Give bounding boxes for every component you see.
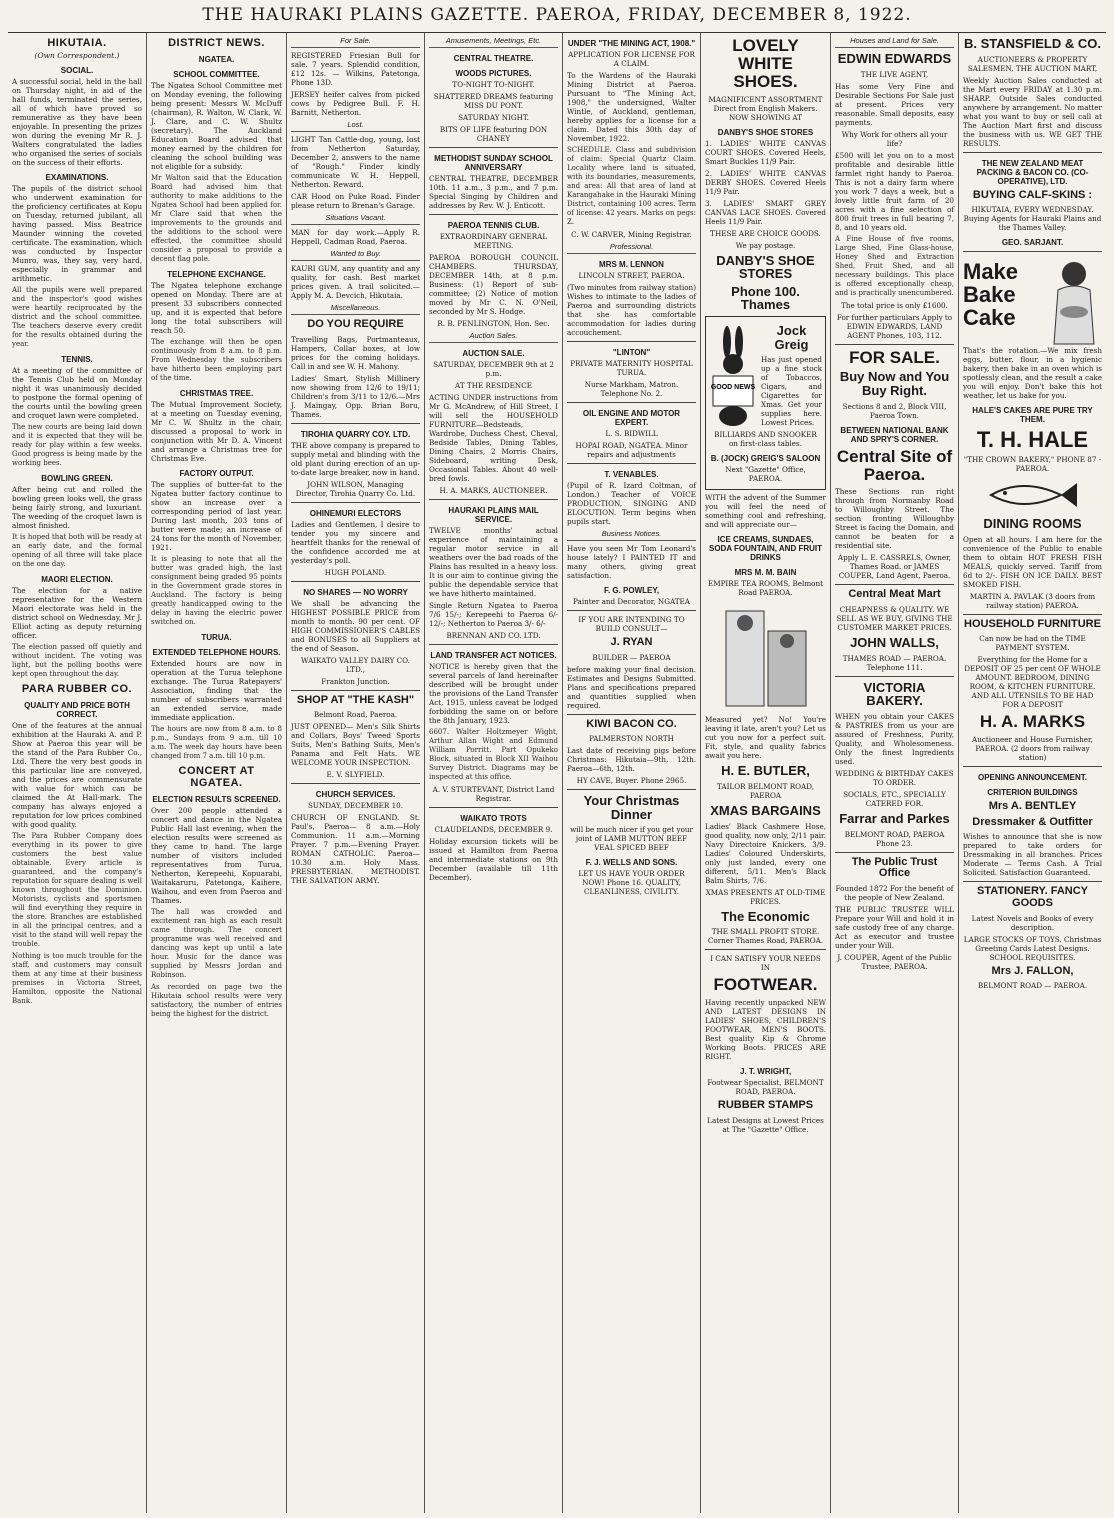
oil-engine-text: HOPAI ROAD, NGATEA. Minor repairs and adjustments (575, 441, 688, 459)
xmas-bargains-heading: XMAS BARGAINS (710, 803, 821, 819)
business-text: Have you seen Mr Tom Leonard's house lately? I PAINTED IT and many others, giving great satisfaction. (567, 544, 696, 580)
telephone-text: The Ngatea telephone exchange opened on Monday. There are at present 33 subscribers connected up, and it is expected that before long the total subscribers will reach 50. (151, 281, 282, 335)
christmas-dinner-text: will be much nicer if you get your joint of LAMB MUTTON BEEF VEAL SPICED BEEF (570, 825, 693, 853)
lennon-text: (Two minutes from railway station) Wishes to intimate to the ladies of Paeroa and surrounding districts that she has comfortable accommodation for ladies during accouchement. (567, 283, 696, 337)
classified-heifer: JERSEY heifer calves from picked cows by Pedigree Bull. F. H. Barnitt, Netherton. (291, 90, 420, 117)
mining-act-cont: SCHEDULE. Class and subdivision of claim: Special Quartz Claim. Locality where land is situated, with its boundaries, measurements, and area: All that area of land at Karangahake in the Hauraki Mining District, containing 100 acres. Term of license: 42 years. Marks on pegs: Z. (567, 146, 696, 226)
lost-heading: Lost. (291, 120, 420, 132)
wells-name: F. J. WELLS AND SONS. (585, 858, 678, 868)
bentley-name: Mrs A. BENTLEY (988, 800, 1077, 813)
calf-skins-text: HIKUTAIA, EVERY WEDNESDAY. Buying Agents for Hauraki Plains and the Thames Valley. (963, 205, 1102, 233)
para-rubber-text-cont: The Para Rubber Company does everything in its power to give customers the best value obtainable. Every article is guaranteed, and the company's reputation for square dealing is well known throughout the Dominion. Motorists, cyclists and sportsmen will find everything they require in the store. Branches are established in all the principal centres, and a visit to the stand will well repay the trouble. (12, 832, 142, 948)
victoria-bakery-heading: VICTORIA BAKERY. (863, 679, 926, 709)
auction-at: AT THE RESIDENCE (455, 381, 532, 390)
bowling-text: After being cut and rolled the bowling green looks well, the grass being fairly strong, and luxuriant. The weeding of the croquet lawn is almost finished. (12, 485, 142, 530)
quarry-heading: TIROHIA QUARRY COY. LTD. (300, 429, 411, 439)
kiwi-bacon-heading: KIWI BACON CO. (586, 717, 677, 730)
tailor-illustration (716, 601, 816, 711)
public-trust-text: THE PUBLIC TRUSTEE WILL Prepare your Will and hold it in safe custody free of any charge. Act as executor and trustee under your Will. (835, 904, 954, 950)
central-theatre: CENTRAL THEATRE. (453, 54, 534, 63)
powley-sub: Painter and Decorator, NGATEA (573, 597, 690, 606)
bowling-heading: BOWLING GREEN. (41, 474, 113, 483)
edwin-edwards-sub: THE LIVE AGENT, (860, 69, 929, 79)
methodist-heading: METHODIST SUNDAY SCHOOL ANNIVERSARY (434, 154, 553, 172)
footwear-text: Having recently unpacked NEW AND LATEST DESIGNS IN LADIES' SHOES, CHILDREN'S FOOTWEAR, MEN'S BOOTS. Best quality Kip & Chrome Working Boots. PRICES ARE RIGHT. (705, 998, 826, 1062)
between-text: BETWEEN NATIONAL BANK AND SPRY'S CORNER. (840, 425, 949, 444)
extended-hours-cont: The hours are now from 8 a.m. to 8 p.m., Sundays from 9 a.m. till 10 a.m. The week day hours have been changed from 7 a.m. till 10 p.m. (151, 725, 282, 760)
kiwi-bacon-signature: HY CAVE, Buyer. Phone 2965. (576, 776, 687, 786)
for-sale-heading-large: FOR SALE. (849, 347, 940, 367)
electors-signature: HUGH POLAND. (324, 567, 387, 577)
tennis-text: At a meeting of the committee of the Tennis Club held on Monday night it was unanimously decided to postpone the formal opening of the courts until the bowling green and croquet lawn were completed. (12, 366, 142, 420)
farm-cont: A Fine House of five rooms, Large Shed, Fine Glass-house, Honey Shed and Extraction Shed, Fruit Shed, and all necessary buildings. This place is offered exceptionally cheap, and is practically unencumbered. (835, 234, 954, 297)
maori-text-cont: The election passed off quietly and without incident. The voting was light, but the polling booths were kept open throughout the day. (12, 643, 142, 678)
john-walls-sub: THAMES ROAD — PAEROA. Telephone 111. (842, 653, 947, 672)
brennan: BRENNAN AND CO. LTD. (446, 631, 541, 640)
linton-sub: PRIVATE MATERNITY HOSPITAL TURUA. (570, 359, 693, 377)
shoe-item-2: 2. LADIES' WHITE CANVAS DERBY SHOES. Covered Heels 11/9 Pair. (705, 168, 826, 196)
houses-heading: Houses and Land for Sale. (835, 36, 954, 48)
christmas-tree-heading: CHRISTMAS TREE. (179, 389, 254, 398)
butler-name: H. E. BUTLER, (721, 763, 810, 779)
mining-act-signature: C. W. CARVER, Mining Registrar. (571, 230, 692, 239)
choice-goods: THESE ARE CHOICE GOODS. (710, 228, 821, 238)
tonight: TO-NIGHT TO-NIGHT. (452, 80, 535, 89)
further-particulars: For further particulars Apply to EDWIN EDWARDS, LAND AGENT Phones, 103, 112. (836, 312, 953, 340)
extended-hours-heading: EXTENDED TELEPHONE HOURS. (152, 648, 281, 657)
para-rubber-heading: PARA RUBBER CO. (21, 683, 133, 695)
stansfield-name: B. STANSFIELD & CO. (964, 36, 1101, 51)
fallon-sub: BELMONT ROAD — PAEROA. (977, 981, 1088, 991)
good-news-label: GOOD NEWS (710, 384, 756, 392)
jock-greig-text: Has just opened up a fine stock of Tobaccos, Cigars, and Cigarettes for Xmas. Get your supplies here. Lowest Prices. (761, 355, 822, 428)
school-committee-text: The Ngatea School Committee met on Monday evening, the following being present: Messrs W. McDuff (chairman), R. Walton, W. Clark, W. J. Clare, and C. W. Shultz (secretary). The Auckland Education Board advised that money earned by the children for cleaning the school building was not eligible for a subsidy. (151, 81, 282, 171)
kash-signature: E. V. SLYFIELD. (326, 770, 385, 780)
classified-bags: Travelling Bags, Portmanteaux, Hampers, Collar boxes, at low prices for the coming holidays. Call in and see W. H. Mahony. (291, 334, 420, 371)
bentley-text: Wishes to announce that she is now prepared to take orders for Dressmaking in all branches. Prices Moderate — Terms Cash. A Trial Solicited. Satisfaction Guaranteed. (963, 832, 1102, 878)
john-walls-name: JOHN WALLS, (850, 635, 939, 650)
classified-bull: REGISTERED Friesian Bull for sale. 7 years. Splendid condition, £12 12s. — Wilkins, Patetonga, Phone 13D. (291, 51, 420, 87)
factory-text: The supplies of butter-fat to the Ngatea butter factory continue to show an increase over a corresponding period of last year. During last month, 203 tons of butter were made; an increase of 24 tons for the month of November, 1921. (151, 480, 282, 552)
do-you-require-title: DO YOU REQUIRE (307, 318, 404, 330)
oil-engine-name: L. S. BIDWILL (605, 429, 658, 438)
quarry-text: THE above company is prepared to supply metal and blinding with the old plant during erection of an up-to-date large breaker, now in hand. (291, 440, 420, 477)
household-furniture-heading: HOUSEHOLD FURNITURE (964, 617, 1101, 630)
wanted-heading: Wanted to Buy. (291, 249, 420, 261)
social-heading: SOCIAL. (60, 66, 94, 75)
para-rubber-text-cont2: Nothing is too much trouble for the staff, and customers may consult them at any time at their business premises in Victoria Street, Hamilton, opposite the National Bank. (12, 952, 142, 1005)
summer-text: WITH the advent of the Summer you will feel the need of something cool and refreshing, and will appreciate our— (705, 493, 826, 530)
wedding-cakes: WEDDING & BIRTHDAY CAKES TO ORDER. (835, 768, 954, 787)
wright-sub: Footwear Specialist, BELMONT ROAD, PAEROA. (707, 1078, 824, 1097)
land-transfer-cont: 6607. Walter Holtzmeyer Wight, Arthur Allan Wight and Edmund William Porritt. Part Opukeko Block, situated in Block XII Waihou Survey District. Diagrams may be inspected at this office. (429, 728, 558, 781)
butler-sub: TAILOR BELMONT ROAD, PAEROA (717, 782, 814, 801)
auction-date: SATURDAY, DECEMBER 9th at 2 p.m. (433, 360, 554, 378)
jock-saloon: B. (JOCK) GREIG'S SALOON (710, 454, 821, 464)
sections-text: Sections 8 and 2, Block VIII, Paeroa Town. (842, 401, 947, 420)
kiwi-bacon-sub: PALMERSTON NORTH (589, 734, 674, 744)
tennis-club-text: PAEROA BOROUGH COUNCIL CHAMBERS. THURSDAY, DECEMBER 14th, at 8 p.m. Business: (1) Report of sub-committee; (2) Notice of motion moved by Mr C. N. O'Neil, seconded by Mr S. Hodge. (429, 253, 558, 316)
saturday-night: SATURDAY NIGHT. (458, 113, 529, 122)
danby-ad-name: DANBY'S SHOE STORES (716, 252, 815, 282)
dairy-company: WAIKATO VALLEY DAIRY CO. LTD., (301, 655, 410, 674)
tennis-club-signature: R. B. PENLINGTON, Hon. Sec. (437, 319, 550, 328)
quarry-signature: JOHN WILSON, Managing Director, Tirohia Quarry Co. Ltd. (295, 479, 416, 498)
make-bake-cake-heading: Make Bake Cake (963, 259, 1019, 331)
exam-text-cont: All the pupils were well prepared and the inspector's good wishes were heartily reciprocated by the district and the school committee. The teachers deserve every credit for the results obtained during the year. (12, 286, 142, 348)
maori-text: The election for a native representative for the Western Maori electorate was held in the district school on Wednesday, Mr J. Elliot acting as deputy returning officer. (12, 586, 142, 640)
factory-heading: FACTORY OUTPUT. (179, 469, 254, 478)
mining-act-sub: APPLICATION FOR LICENSE FOR A CLAIM. (568, 50, 695, 68)
venables-text: (Pupil of R. Izard Coltman, of London.) Teacher of VOICE PRODUCTION, SINGING AND ELOCUTION. Term begins when pupils start. (567, 481, 696, 526)
newspaper-page (8, 32, 1106, 1513)
election-results-text: Over 200 people attended a concert and dance in the Ngatea Public Hall last evening, when the election results were screened as they came to hand. The large number of visitors included representatives from Turua, Netherton, Kerepeehi, Kopuarahi, Waitakaruru, Patetonga, Kaihere, Waihou, and even from Paeroa and Thames. (151, 806, 282, 905)
column-4 (425, 33, 563, 1513)
white-shoes-heading: LOVELY WHITE SHOES. (732, 36, 799, 91)
no-shares-heading: NO SHARES — NO WORRY (303, 587, 408, 597)
extended-hours-text: Extended hours are now in operation at the Turua telephone exchange. The Turua Ratepayers' Association, finding that the number of subscribers warranted an extended service, made immediate application. (151, 659, 282, 722)
professional-heading: Professional. (567, 242, 696, 254)
wright-name: J. T. WRIGHT, (739, 1067, 792, 1077)
powley-name: F. G. POWLEY, (603, 586, 660, 595)
misc-heading: Miscellaneous. (291, 303, 420, 315)
buy-now-heading: Buy Now and You Buy Right. (839, 369, 950, 399)
waikato-trots-heading: WAIKATO TROTS (460, 814, 527, 823)
auction-text: ACTING UNDER instructions from Mr G. McAndrew, of Hill Street, I will sell the HOUSEHOLD FURNITURE—Bedsteads, Wardrobe, Duchess Chest, Cheval, Bedside Tables, Dining Tables, Dining Chairs, 2 Morris Chairs, Sideboard, writing Desk, Occasional Tables. About 40 well-bred fowls. (429, 393, 558, 483)
opening-announcement: OPENING ANNOUNCEMENT. (977, 773, 1088, 783)
oil-engine-heading: OIL ENGINE AND MOTOR EXPERT. (582, 409, 681, 427)
classified-cattle-dog: LIGHT Tan Cattle-dog, young, lost from Netherton Saturday, December 2, answers to the name of "Rough." Finder kindly communicate W. H. Heppell, Netherton. Reward. (291, 135, 420, 189)
column-7 (831, 33, 959, 1513)
victoria-bakery-text: WHEN you obtain your CAKES & PASTRIES from us your are assured of Freshness, Purity, Quality, and Wholesomeness. Only the finest Ingredients used. (835, 711, 954, 766)
auction-sale-title: AUCTION SALE. (462, 349, 525, 358)
land-transfer-heading: LAND TRANSFER ACT NOTICES. (430, 651, 557, 660)
situations-heading: Situations Vacant. (291, 213, 420, 225)
farrar-parkes-name: Farrar and Parkes (839, 810, 950, 826)
masthead: THE HAURAKI PLAINS GAZETTE. PAEROA, FRIDAY, DECEMBER 8, 1922. (202, 5, 912, 25)
factory-cont: It is pleasing to note that all the butter was graded high, the last consignment being graded 95 points in the Government grade stores in Auckland. The factory is being greatly handicapped owing to the delay in having the electric power switched on. (151, 555, 282, 626)
edwin-edwards-text: Has some Very Fine and Desirable Sections For Sale just at present. Prices very reasonable. Small deposits, easy payments. (835, 81, 954, 127)
mail-fares: Single Return Ngatea to Paeroa 7/6 15/-; Kerepeehi to Paeroa 6/- 12/-; Netherton to Paeroa 3/- 6/- (429, 601, 558, 628)
district-news-heading: DISTRICT NEWS. (168, 37, 265, 49)
economic-sub: THE SMALL PROFIT STORE. Corner Thames Road, PAEROA. (707, 927, 824, 946)
column-3 (287, 33, 425, 1513)
jock-greig-ad (705, 316, 826, 490)
h-a-marks-sub: Auctioneer and House Furnisher, PAEROA. (2 doors from railway station) (972, 735, 1093, 763)
baker-woman-illustration (1044, 256, 1102, 346)
apply-text: Apply L. E. CASSRELS, Owner, Thames Road. or JAMES COUPER, Land Agent, Paeroa. (837, 553, 952, 581)
ngatea-heading: NGATEA. (198, 55, 235, 64)
amusements-heading: Amusements, Meetings, Etc. (429, 36, 558, 48)
wells-text: LET US HAVE YOUR ORDER NOW! Phone 16. QUALITY, CLEANLINESS, CIVILITY. (578, 869, 685, 897)
build-heading: IF YOU ARE INTENDING TO BUILD CONSULT— (578, 615, 685, 633)
public-trust-heading: The Public Trust Office (851, 855, 938, 880)
mining-act-heading: UNDER "THE MINING ACT, 1908." (567, 39, 696, 48)
classified-man-wanted: MAN for day work.—Apply R. Heppell, Cadman Road, Paeroa. (291, 228, 420, 246)
meat-mart-heading: Central Meat Mart (848, 588, 941, 601)
danby-phone: Phone 100. Thames (731, 283, 800, 313)
toys-text: LARGE STOCKS OF TOYS. Christmas Greeting Cards Latest Designs. SCHOOL REQUISITES. (963, 934, 1102, 962)
ryan-name: J. RYAN (610, 636, 653, 648)
woods-pictures: WOODS PICTURES. (455, 69, 532, 78)
hale-name: T. H. HALE (976, 427, 1089, 453)
classified-kauri-gum: KAURI GUM, any quantity and any quality, for cash. Best market prices given. A trail solicited.—Apply M. A. Devcich, Hikutaia. (291, 264, 420, 300)
exam-heading: EXAMINATIONS. (45, 173, 109, 182)
turua-heading: TURUA. (201, 633, 232, 642)
footwear-heading: FOOTWEAR. (713, 975, 818, 995)
household-furniture-text: Everything for the Home for a DEPOSIT OF 25 per cent OF WHOLE AMOUNT. BEDROOM, DINING ROOM, & KITCHEN FURNITURE. AND ALL UTENSILS TO BE HAD FOR A DEPOSIT (964, 655, 1101, 710)
calf-skins-heading: BUYING CALF-SKINS : (972, 188, 1093, 201)
dairy-place: Frankton Junction. (321, 676, 390, 686)
para-rubber-text: One of the features at the annual exhibition at the Hauraki A. and P. Show at Paeroa this year will be the stand of the Para Rubber Co., Ltd. There the very best goods in this particular line are conveyed, and the prices are commensurate with value for which can be claimed the At Hall-mark. The company has always enjoyed a reputation for low prices combined with good quality. (12, 721, 142, 829)
stansfield-sub: AUCTIONEERS & PROPERTY SALESMEN, THE AUCTION MART, (967, 54, 1098, 73)
waikato-trots-sub: CLAUDELANDS, DECEMBER 9. (434, 825, 553, 834)
postage: We pay postage. (735, 240, 796, 250)
rubber-stamps-heading: RUBBER STAMPS (717, 1099, 814, 1112)
jock-address: Next "Gazette" Office, PAEROA. (725, 465, 806, 484)
waikato-trots-text: Holiday excursion tickets will be issued at Hamilton from Paeroa and intermediate stations on 9th December (available till 11th December). (429, 837, 558, 882)
fallon-name: Mrs J. FALLON, (991, 964, 1074, 977)
tennis-club-heading: PAEROA TENNIS CLUB. (447, 221, 540, 230)
dining-rooms-heading: DINING ROOMS (983, 516, 1082, 532)
tennis-text-cont: The new courts are being laid down and it is expected that they will be ready for play within a few weeks. Good progress is being made by the working bees. (12, 423, 142, 467)
hale-cakes-pure: HALE'S CAKES ARE PURE TRY THEM. (972, 406, 1093, 425)
kash-text: JUST OPENED— Men's Silk Shirts and Collars, Boys' Tweed Sports Suits, Men's Bathing Suits, Men's Panama and Felt Hats. WE WELCOME YOUR INSPECTION. (291, 722, 420, 768)
venables-heading: T. VENABLES. (604, 470, 659, 479)
hikutaia-heading: HIKUTAIA. (47, 37, 107, 49)
maori-heading: MAORI ELECTION. (41, 575, 113, 584)
tennis-club-sub: EXTRAORDINARY GENERAL MEETING. (439, 232, 548, 250)
household-furniture-sub: Can now be had on the TIME PAYMENT SYSTEM. (979, 634, 1086, 653)
mining-act-text: To the Wardens of the Hauraki Mining District at Paeroa. Pursuant to "The Mining Act, 1908," the undersigned, Walter Wintle, of Auckland, gentleman, hereby applies for a license for a claim. Dated this 30th day of November, 1922. (567, 71, 696, 143)
make-bake-cake-text: That's the rotation.—We mix fresh eggs, butter, flour, in a hygienic bakery, then bake in an oven which is spotlessly clean, and the result a cake you will enjoy. Don't bake this hot weather, let us bake for you. (963, 346, 1102, 401)
ryan-sub: BUILDER — PAEROA (592, 652, 671, 662)
novels-text: Latest Novels and Books of every description. (971, 913, 1094, 932)
land-transfer-text: NOTICE is hereby given that the several parcels of land hereinafter described will be brought under the provisions of the Land Transfer Act, 1915, unless caveat be lodged forbidding the same on or before the 8th January, 1923. (429, 662, 558, 725)
mail-service-text: TWELVE months' actual experience of maintaining a regular motor service in all weathers over the bad roads of the Plains has resulted in a heavy loss. It is our aim to continue giving the public the dependable service that we have hitherto maintained. (429, 526, 558, 598)
h-a-marks-name: H. A. MARKS (979, 712, 1086, 732)
election-results-cont: The hall was crowded and excitement ran high as each result came through. The concert programme was well received and dancing was kept up until a late hour. Music for the dance was supplied by Messrs Jordan and Robinson. (151, 908, 282, 979)
xmas-presents: XMAS PRESENTS AT OLD-TIME PRICES. (705, 887, 826, 906)
sarjant-name: GEO. SARJANT. (1001, 238, 1064, 248)
linton-heading: "LINTON" (612, 348, 651, 357)
linton-text: Nurse Markham, Matron. Telephone No. 2. (584, 380, 679, 398)
film-shattered-dreams: SHATTERED DREAMS featuring MISS DU PONT. (433, 92, 554, 110)
bowling-text-cont: It is hoped that both will be ready at an early date, and the formal opening of all three will take place on the one day. (12, 533, 142, 568)
lennon-sub: LINCOLN STREET, PAEROA. (578, 271, 685, 280)
church-date: SUNDAY, DECEMBER 10. (307, 801, 404, 811)
farm-price: The total price is only £1600. (841, 300, 948, 310)
column-2 (147, 33, 287, 1513)
jock-greig-name: Jock Greig (774, 323, 809, 352)
school-committee-heading: SCHOOL COMMITTEE. (173, 70, 260, 79)
bain-sub: EMPIRE TEA ROOMS, Belmont Road PAEROA. (707, 579, 824, 598)
classified-car-hood: CAR Hood on Puke Road. Finder please return to Brenan's Garage. (291, 192, 420, 210)
stationery-heading: STATIONERY. FANCY GOODS (976, 885, 1089, 909)
church-heading: CHURCH SERVICES. (315, 790, 396, 800)
economic-heading: The Economic (721, 908, 810, 924)
fish-logo-illustration (983, 477, 1083, 513)
bentley-sub: Dressmaker & Outfitter (972, 815, 1093, 828)
column-6 (701, 33, 831, 1513)
couper-agent: J. COUPER, Agent of the Public Trustee, PAEROA. (837, 952, 952, 971)
rabbit-newspaper-illustration (709, 320, 757, 430)
meat-packing-heading: THE NEW ZEALAND MEAT PACKING & BACON CO. (CO-OPERATIVE), LTD. (976, 158, 1089, 186)
tennis-heading: TENNIS. (61, 355, 93, 364)
pavlak-name: MARTIN A. PAVLAK (3 doors from railway station) PAEROA. (969, 591, 1096, 610)
exam-text: The pupils of the district school who underwent examination for the proficiency certificates at Kopu on Tuesday, returned jubilant, all having passed. Miss Beatrice Maunder winning the coveted certificate. The examination, which was conducted by Inspector Munro, was, they say, very hard, especially in grammar and arithmetic. (12, 184, 142, 283)
summer-items: ICE CREAMS, SUNDAES, SODA FOUNTAIN, AND FRUIT DRINKS (708, 535, 823, 563)
meat-mart-text: CHEAPNESS & QUALITY. WE SELL AS WE BUY, GIVING THE CUSTOMER MARKET PRICES. (836, 605, 953, 632)
farm-text: £500 will let you on to a most profitable and desirable little farmlet right handy to Paeroa. This is not a dairy farm where you work 7 days a week, but a lovely little fruit farm of 20 acres with a fine selection of 800 fruit trees in full bearing 7, 8, and 10 years old. (835, 150, 954, 232)
stansfield-text: Weekly Auction Sales conducted at the Mart every FRIDAY at 1.30 p.m. SHARP. Outside Sales conducted anywhere by arrangement. No matter what you want to buy or sell call at The Auction Mart first and discuss the business with us. WE GET THE RESULTS. (963, 75, 1102, 148)
why-work: Why Work for others all your life? (841, 129, 948, 148)
danby-store-name: DANBY'S SHOE STORES (717, 127, 814, 137)
kash-place: Belmont Road, Paeroa. (313, 710, 398, 720)
column-1 (8, 33, 147, 1513)
jock-billiards: BILLIARDS AND SNOOKER on first-class tables. (714, 430, 817, 449)
electors-heading: OHINEMURI ELECTORS (309, 508, 402, 518)
mail-service-heading: HAURAKI PLAINS MAIL SERVICE. (448, 506, 539, 524)
central-site-text: These Sections run right through from Normanby Road to Willoughby Street. The section fronting Willoughby Street is facing the Domain, and cannot be beaten for a residential site. (835, 487, 954, 551)
church-text: CHURCH OF ENGLAND. St. Paul's, Paeroa— 8 a.m.—Holy Communion. 11 a.m.—Morning Prayer. 7 p.m.—Evening Prayer. ROMAN CATHOLIC. Paeroa— 10.30 a.m. Holy Mass. PRESBYTERIAN. METHODIST. THE SALVATION ARMY. (291, 813, 420, 886)
methodist-text: CENTRAL THEATRE, DECEMBER 10th. 11 a.m., 3 p.m., and 7 p.m. Special Singing by Children and addresses by Rev. W. J. Enticott. (429, 174, 558, 210)
xmas-bargains-text: Ladies' Black Cashmere Hose, good quality, now only, 2/11 pair. Navy Directoire Knickers, 3/9. Ladies' Coloured Underskirts, only just landed, every one different, 5/11. Men's Black Balm Shirts, 7/6. (705, 821, 826, 885)
telephone-cont: The exchange will then be open continuously from 8 a.m. to 8 p.m. From Wednesday the subscribers have hitherto been employing part of the time. (151, 338, 282, 382)
bain-name: MRS M. M. BAIN (734, 568, 797, 578)
christmas-dinner-heading: Your Christmas Dinner (583, 793, 680, 822)
para-rubber-sub: QUALITY AND PRICE BOTH CORRECT. (24, 701, 130, 719)
film-bits-of-life: BITS OF LIFE featuring DON CHANEY (439, 125, 548, 143)
central-site-heading: Central Site of Paeroa. (836, 446, 953, 484)
hale-sub: "THE CROWN BAKERY," PHONE 87 - PAEROA. (963, 455, 1102, 474)
criterion-buildings: CRITERION BUILDINGS (987, 788, 1078, 798)
concert-heading: CONCERT AT NGATEA. (178, 765, 255, 789)
kiwi-bacon-text: Last date of receiving pigs before Christmas: Hikutaia—9th, 12th. Paeroa—6th, 12th. (567, 746, 696, 774)
classified-millinery: Ladies' Smart, Stylish Millinery now showing from 12/6 to 19/11; Children's from 3/11 to 12/6.—Mrs J. Maingay, Opp. Brian Boru, Thames. (291, 373, 420, 419)
lennon-heading: MRS M. LENNON (599, 260, 664, 269)
ryan-text: before making your final decision. Estimates and Designs Submitted. Plans and specifications prepared and quantities supplied when required. (567, 664, 696, 710)
election-results-heading: ELECTION RESULTS SCREENED. (152, 795, 281, 804)
land-transfer-signature: A. V. STURTEVANT, District Land Registrar. (432, 785, 555, 803)
column-8 (959, 33, 1106, 1513)
rubber-stamps-sub: Latest Designs at Lowest Prices at The "Gazette" Office. (707, 1115, 824, 1134)
edwin-edwards-name: EDWIN EDWARDS (837, 51, 952, 66)
electors-text: Ladies and Gentlemen, I desire to tender you my sincere and heartfelt thanks for the renewal of the confidence accorded me at yesterday's poll. (291, 519, 420, 565)
business-notices-heading: Business Notices. (567, 529, 696, 541)
kash-heading: SHOP AT "THE KASH" (296, 693, 415, 706)
white-shoes-sub: MAGNIFICENT ASSORTMENT Direct from English Makers. NOW SHOWING AT (708, 94, 823, 122)
tailor-text: Measured yet? No! You're leaving it late, aren't you? Let us cut you now for a perfect suit. Fit, style, and quality fabrics await you here. (705, 715, 826, 761)
for-sale-heading: For Sale. (291, 36, 420, 48)
farrar-parkes-sub: BELMONT ROAD, PAEROA Phone 23. (844, 829, 945, 848)
school-committee-cont: Mr Walton said that the Education Board had advised him that authority to make additions to the Ngatea School had been applied for. Mr Clare said that when the improvements to the grounds and the additions to the school were effected, the committee should consider a proposal to provide a decent flag pole. (151, 174, 282, 263)
election-results-cont2: As recorded on page two the Hikutaia school results were very satisfactory, the number of entries being the highest for the district. (151, 983, 282, 1018)
christmas-tree-text: The Mutual Improvement Society, at a meeting on Tuesday evening, Mr C. W. Shultz in the chair, discussed a proposal to work in conjunction with Mr D. A. Vincent and arrange a Christmas tree for Christmas Eve. (151, 400, 282, 463)
footwear-lead: I CAN SATISFY YOUR NEEDS IN (710, 954, 821, 973)
no-shares-text: We shall be advancing the HIGHEST POSSIBLE PRICE from month to month. 90 per cent. OF HIGH COMMISSIONER'S CABLES and BONUSES to all Suppliers at the end of Season. (291, 598, 420, 653)
auction-signature: H. A. MARKS, AUCTIONEER. (439, 486, 548, 495)
make-bake-cake-ad (963, 256, 1102, 346)
social-text: A successful social, held in the hall on Thursday night, in aid of the hall funds, terminated the series, all of which have proved so remunerative as they have been enjoyable. In presenting the prizes won during the evening Mr R. J. Walters congratulated the ladies who organised the series of socials on the success of their efforts. (12, 77, 142, 167)
socials-catered: SOCIALS, ETC., SPECIALLY CATERED FOR. (843, 789, 946, 808)
shoe-item-3: 3. LADIES' SMART GREY CANVAS LACE SHOES. Covered Heels 11/9 Pair. (705, 198, 826, 226)
column-5 (563, 33, 701, 1513)
shoe-item-1: 1. LADIES' WHITE CANVAS COURT SHOES. Covered Heels, Smart Buckles 11/9 Pair. (705, 138, 826, 166)
telephone-heading: TELEPHONE EXCHANGE. (167, 270, 266, 279)
public-trust-sub: Founded 1872 For the benefit of the people of New Zealand. (835, 883, 954, 902)
byline: (Own Correspondent.) (34, 51, 120, 60)
dining-rooms-text: Open at all hours. I am here for the convenience of the Public to enable them to obtain HOT FRESH FISH MEALS, quickly served. Tariff from 6d to 2/-. FISH ON ICE DAILY. BEST SMOKED FISH. (963, 534, 1102, 589)
auction-sales-heading: Auction Sales. (429, 331, 558, 343)
